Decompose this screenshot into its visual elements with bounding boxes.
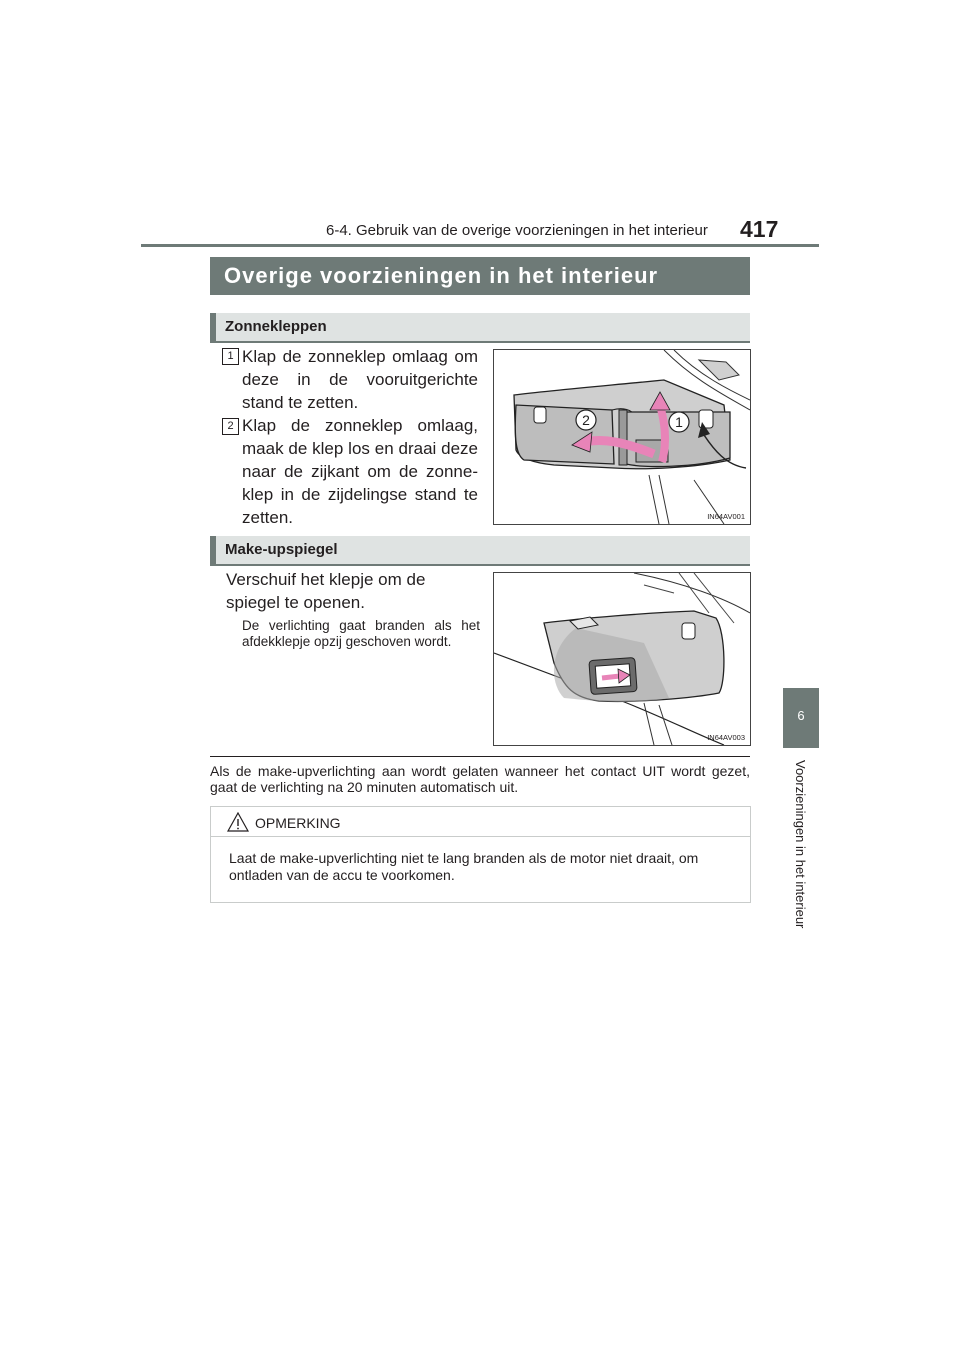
warning-triangle-icon xyxy=(227,812,249,832)
vanity-mirror-drawing xyxy=(494,573,750,745)
sun-visor-illustration xyxy=(493,349,751,525)
vanity-mirror-note: De verlichting gaat branden als het afdekklepje opzij geschoven wordt. xyxy=(242,618,480,649)
page-title: Overige voorzieningen in het interieur xyxy=(224,263,659,288)
figure-code: IN64AV001 xyxy=(707,512,745,521)
callout-1: 1 xyxy=(675,414,683,430)
step-number-2: 2 xyxy=(222,418,239,435)
step-text-2: Klap de zonneklep omlaag, maak de klep los en draai deze naar de zijkant om de zonne-klep in de zijdelingse stand te zetten. xyxy=(242,416,478,527)
caution-heading: OPMERKING xyxy=(255,815,341,831)
header-divider xyxy=(141,244,819,247)
page-title-bar xyxy=(210,257,750,295)
section-heading-text: Zonnekleppen xyxy=(225,318,327,335)
sun-visor-drawing xyxy=(494,350,750,524)
vanity-mirror-illustration xyxy=(493,572,751,746)
chapter-tab-number: 6 xyxy=(797,708,805,723)
footnote-text: Als de make-upverlichting aan wordt gelaten wanneer het contact UIT wordt gezet, gaat de verlichting na 20 minuten automatisch uit. xyxy=(210,763,750,795)
caution-header xyxy=(211,807,750,837)
vanity-mirror-instruction: Verschuif het klepje om de spiegel te openen. xyxy=(226,570,426,612)
figure-code: IN64AV003 xyxy=(707,733,745,742)
chapter-heading: 6-4. Gebruik van de overige voorzieningen in het interieur xyxy=(326,222,708,239)
caution-box xyxy=(210,806,751,903)
section-heading-text: Make-upspiegel xyxy=(225,541,338,558)
step-text-1: Klap de zonneklep omlaag om deze in de vooruitgerichte stand te zetten. xyxy=(242,347,478,412)
chapter-tab xyxy=(783,688,819,748)
caution-text: Laat de make-upverlichting niet te lang branden als de motor niet draait, om ontladen van de accu te voorkomen. xyxy=(229,850,699,883)
step-number-1: 1 xyxy=(222,348,239,365)
section-heading-sun-visors xyxy=(210,313,750,343)
callout-2: 2 xyxy=(582,412,590,428)
footnote-divider xyxy=(210,756,750,757)
chapter-tab-label: Voorzieningen in het interieur xyxy=(793,760,808,929)
section-heading-vanity-mirror xyxy=(210,536,750,566)
page-number: 417 xyxy=(740,216,779,242)
chapter-tab-label-wrap xyxy=(783,760,819,950)
